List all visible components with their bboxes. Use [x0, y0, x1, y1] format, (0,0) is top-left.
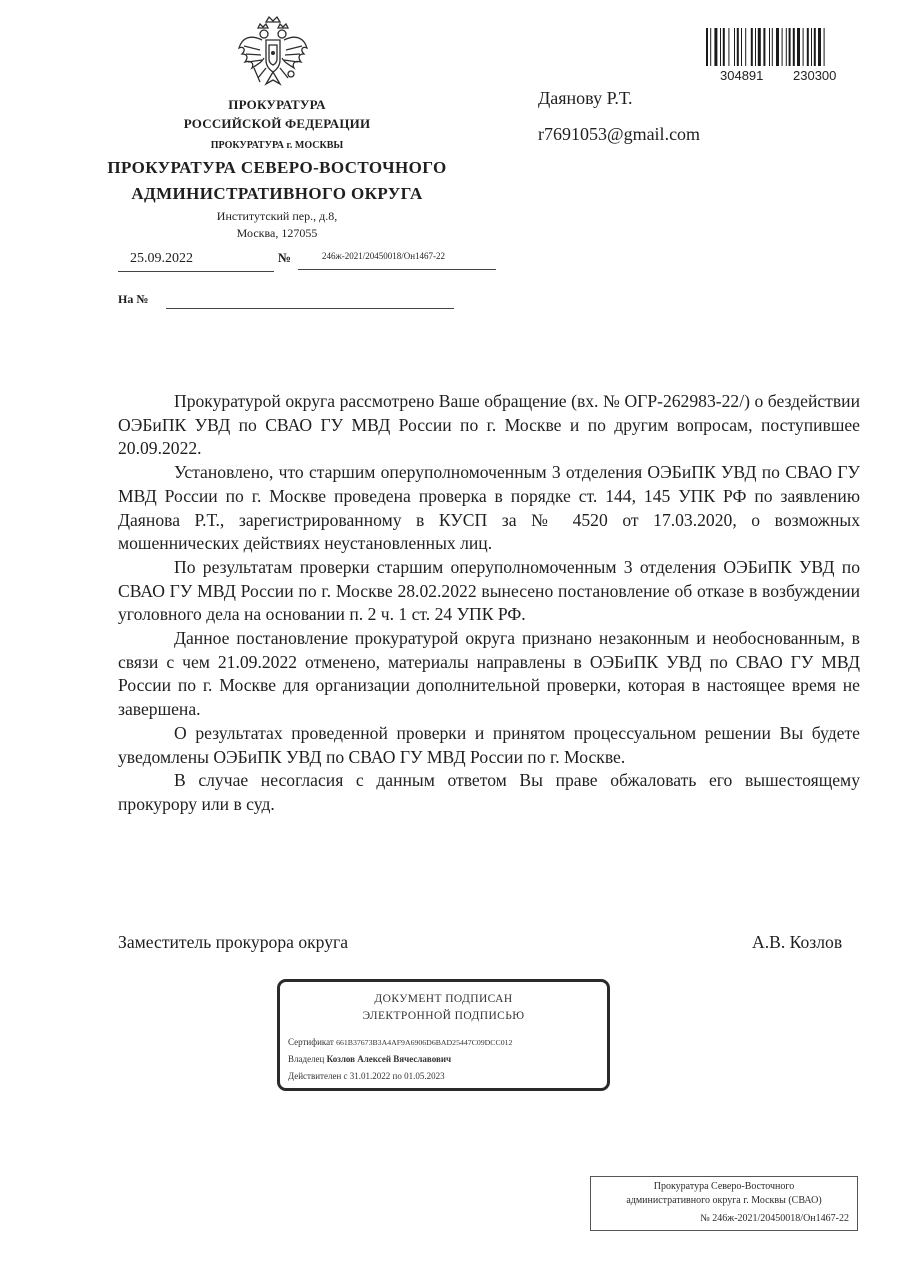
recipient-email: r7691053@gmail.com	[538, 124, 701, 144]
number-sign: №	[278, 250, 292, 265]
registration-box	[590, 1176, 858, 1231]
reply-label: На №	[118, 292, 149, 306]
registration-line-1: Прокуратура Северо-Восточного	[653, 1181, 795, 1192]
letter-body	[118, 390, 860, 817]
org-line-2: РОССИЙСКОЙ ФЕДЕРАЦИИ	[183, 116, 371, 131]
body-paragraph-4: Данное постановление прокуратурой округа признано незаконным и необоснованным, в связи с чем 21.09.2022 отменено, материалы направлены в ОЭБиПК УВД по СВАО ГУ МВД России по г. Москве для организации дополнительной проверки, которая в настоящее время не завершена.	[118, 628, 860, 720]
number-field	[298, 251, 496, 270]
stamp-owner	[288, 1054, 451, 1064]
valid-from-date: 31.01.2022	[349, 1071, 391, 1081]
stamp-validity	[288, 1071, 445, 1081]
owner-label: Владелец	[288, 1054, 325, 1064]
signatory-position: Заместитель прокурора округа	[118, 932, 349, 952]
document-number: 246ж-2021/20450018/Он1467-22	[322, 251, 446, 261]
valid-to-prefix: по	[392, 1071, 402, 1081]
org-line-1: ПРОКУРАТУРА	[228, 97, 326, 112]
body-paragraph-6: В случае несогласия с данным ответом Вы праве обжаловать его вышестоящему прокурору или в суд.	[118, 770, 860, 814]
stamp-certificate	[288, 1037, 512, 1047]
certificate-value: 661B37673B3A4AF9A6906D6BAD25447C09DCC012	[336, 1038, 513, 1047]
dept-title-line-2: АДМИНИСТРАТИВНОГО ОКРУГА	[131, 184, 423, 203]
validity-label: Действителен	[288, 1071, 342, 1081]
body-paragraph-5: О результатах проведенной проверки и принятом процессуальном решении Вы будете уведомлены ОЭБиПК УВД по СВАО ГУ МВД России по г. Москве.	[118, 722, 860, 767]
org-line-3: ПРОКУРАТУРА г. МОСКВЫ	[210, 140, 344, 151]
electronic-signature-stamp	[277, 979, 610, 1091]
date-field	[118, 251, 274, 272]
address-line-1: Институтский пер., д.8,	[216, 209, 338, 223]
body-paragraph-3: По результатам проверки старшим оперуполномоченным 3 отделения ОЭБиПК УВД по СВАО ГУ МВД России по г. Москве 28.02.2022 вынесено постановление об отказе в возбуждении уголовного дела на основании п. 2 ч. 1 ст. 24 УПК РФ.	[118, 556, 860, 625]
stamp-title-line-1: ДОКУМЕНТ ПОДПИСАН	[374, 993, 513, 1005]
body-paragraph-2: Установлено, что старшим оперуполномоченным 3 отделения ОЭБиПК УВД по СВАО ГУ МВД России по г. Москве проведена проверка в порядке ст. 144, 145 УПК РФ по заявлению Даянова Р.Т., зарегистрированному в КУСП за № 4520 от 17.03.2020, о возможных мошеннических действиях неустановленных лиц.	[118, 462, 860, 554]
recipient-name: Даянову Р.Т.	[538, 88, 633, 108]
document-date: 25.09.2022	[130, 251, 193, 266]
barcode-number-right: 230300	[793, 68, 837, 83]
stamp-title-line-2: ЭЛЕКТРОННОЙ ПОДПИСЬЮ	[362, 1010, 525, 1022]
dept-title-line-1: ПРОКУРАТУРА СЕВЕРО-ВОСТОЧНОГО	[107, 158, 447, 177]
valid-to-date: 01.05.2023	[404, 1071, 445, 1081]
barcode	[706, 28, 862, 72]
registration-number: № 246ж-2021/20450018/Он1467-22	[700, 1213, 849, 1224]
body-paragraph-1: Прокуратурой округа рассмотрено Ваше обращение (вх. № ОГР-262983-22/) о бездействии ОЭБиПК УВД по СВАО ГУ МВД России по г. Москве и по другим вопросам, поступившее 20.09.2022.	[118, 391, 860, 459]
valid-from-prefix: с	[343, 1071, 348, 1081]
signatory-name: А.В. Козлов	[752, 932, 843, 952]
barcode-number-left: 304891	[720, 68, 764, 83]
certificate-label: Сертификат	[288, 1037, 334, 1047]
reply-number-field	[166, 292, 454, 309]
russian-coat-of-arms-icon	[236, 12, 310, 90]
registration-line-2: административного округа г. Москвы (СВАО)	[626, 1195, 822, 1206]
owner-value: Козлов Алексей Вячеславович	[326, 1054, 452, 1064]
address-line-2: Москва, 127055	[236, 226, 318, 240]
